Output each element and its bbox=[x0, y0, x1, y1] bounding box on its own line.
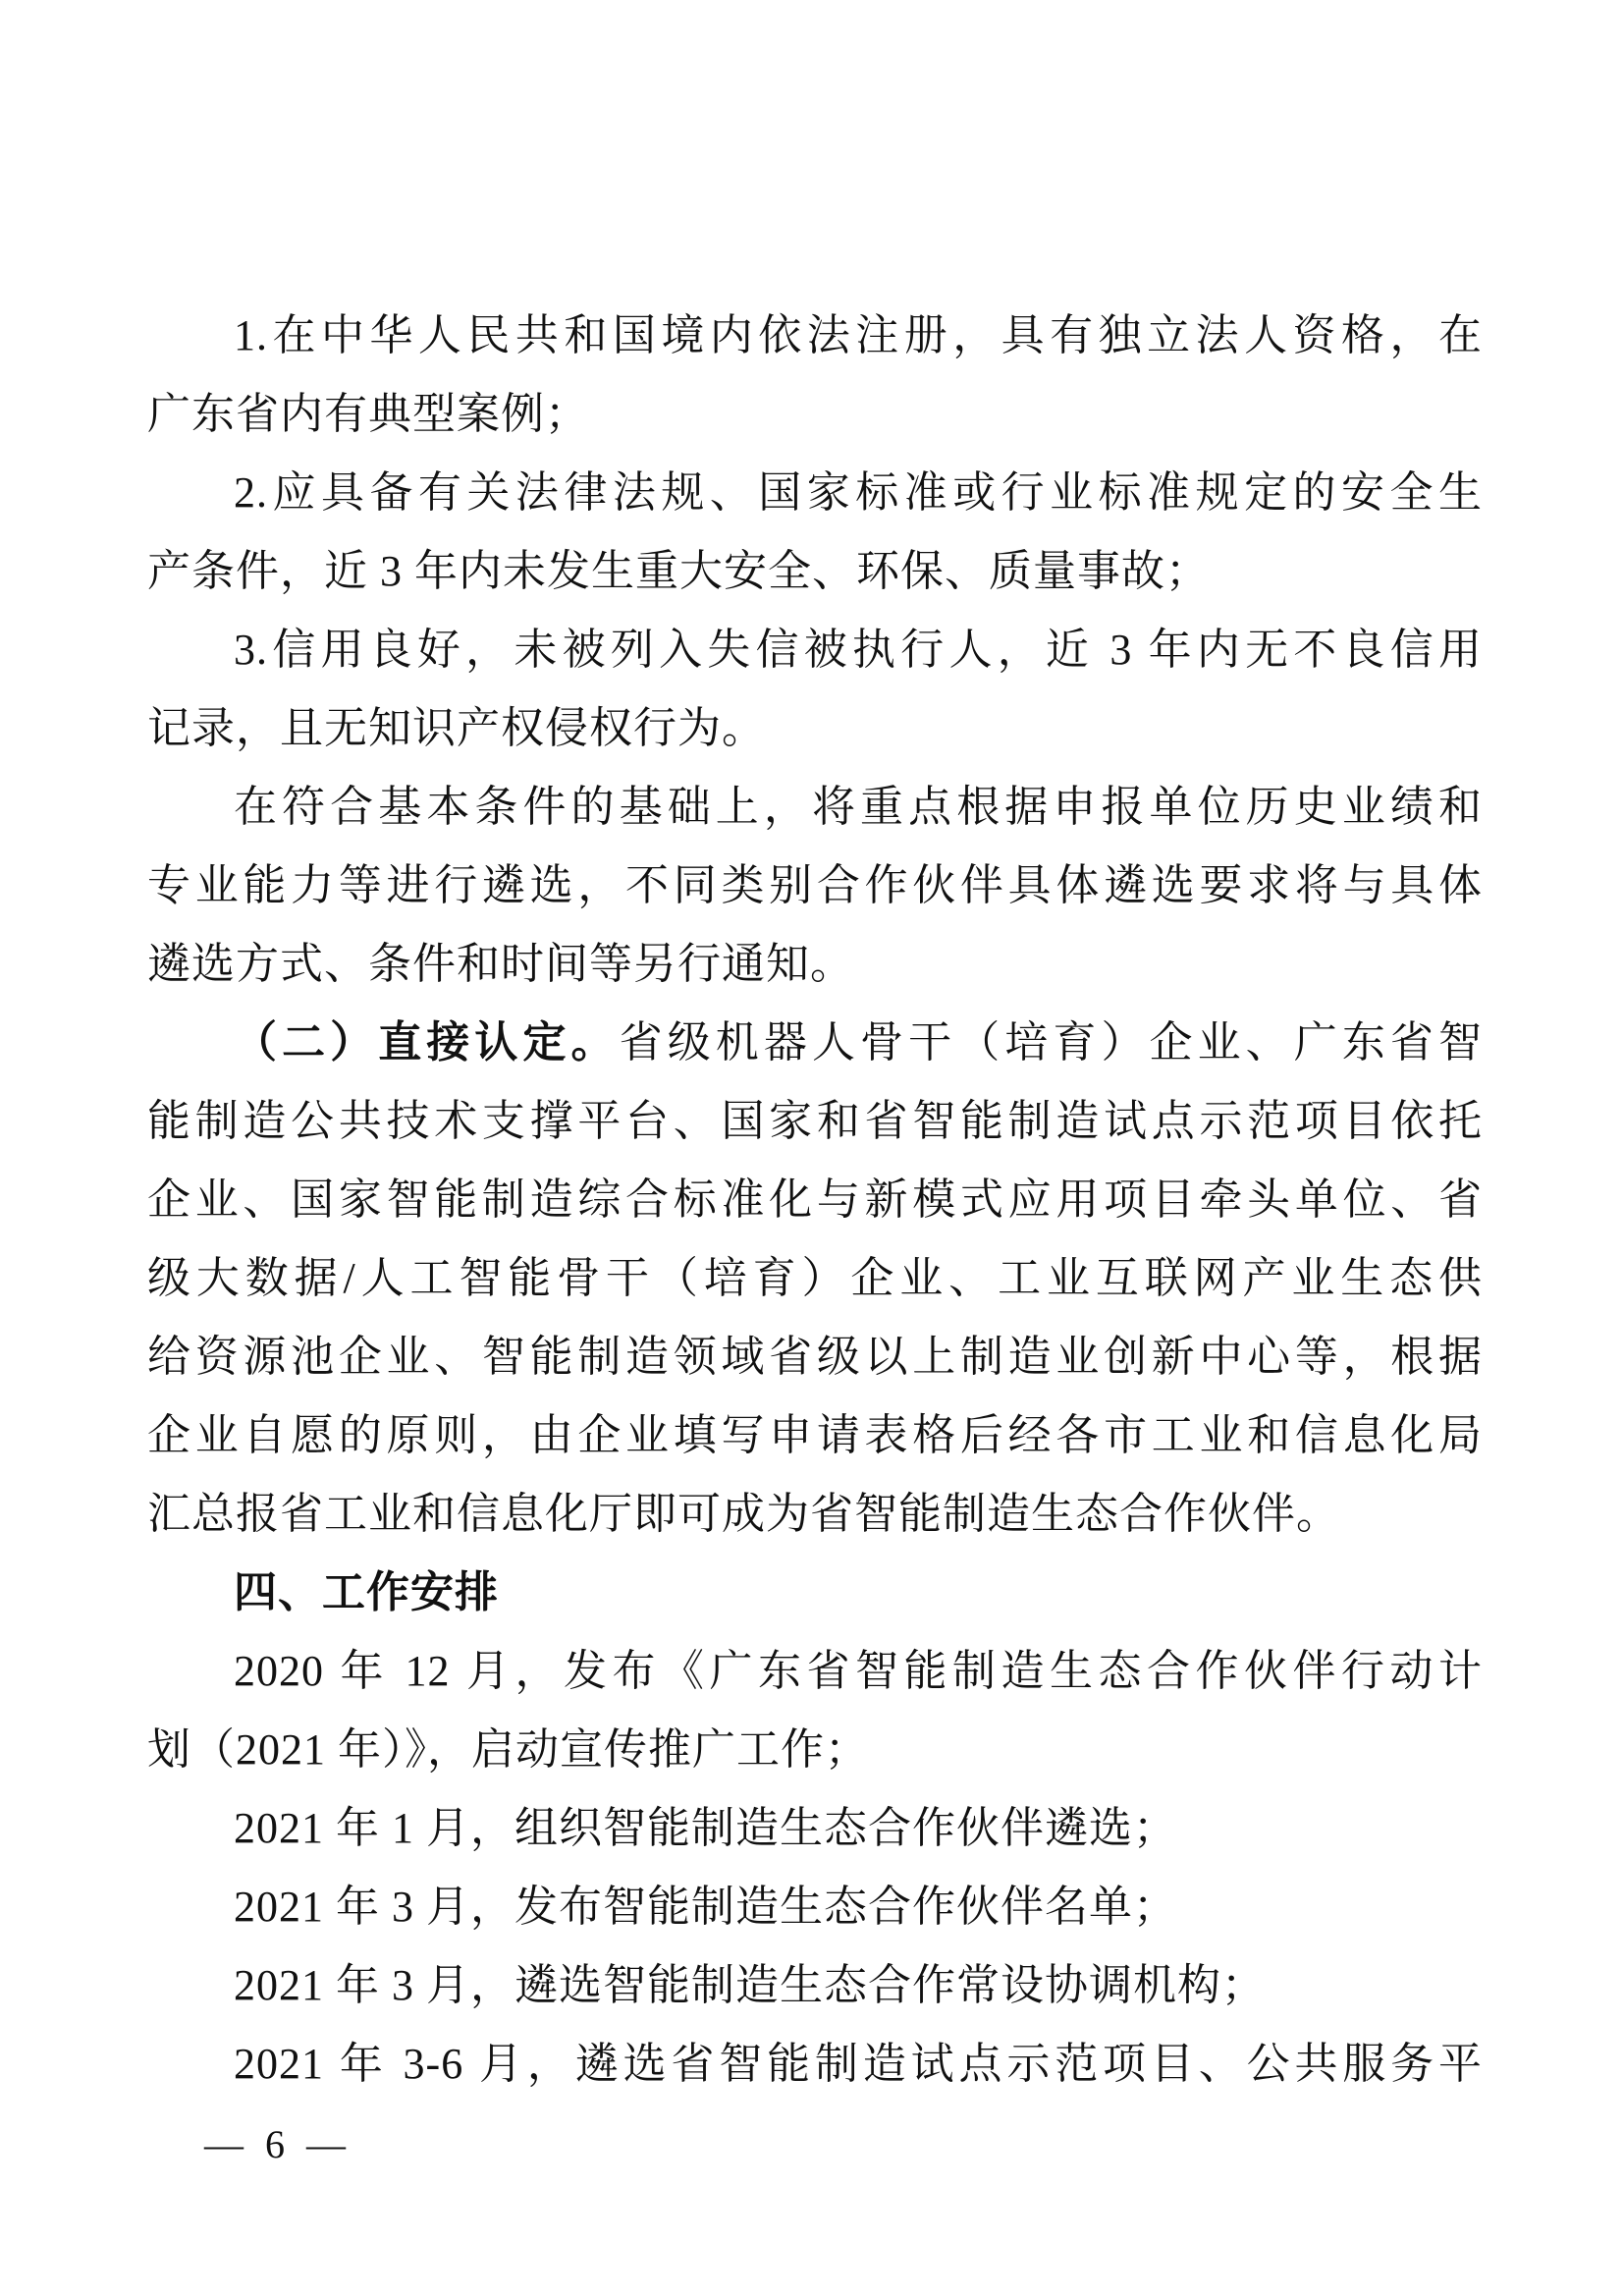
text-segment: 产条件，近 3 年内未发生重大安全、环保、质量事故； bbox=[147, 547, 1210, 595]
page-number: — 6 — bbox=[204, 2122, 352, 2166]
text-segment: 专业能力等进行遴选，不同类别合作伙伴具体遴选要求将与具体 bbox=[147, 861, 1483, 909]
text-line bbox=[147, 689, 1483, 768]
text-segment: 2021 年 3-6 月，遴选省智能制造试点示范项目、公共服务平 bbox=[234, 2040, 1483, 2088]
text-segment: 省级机器人骨干（培育）企业、广东省智 bbox=[619, 1018, 1483, 1066]
text-segment: 划（2021 年）》，启动宣传推广工作； bbox=[147, 1725, 869, 1774]
text-line bbox=[147, 1004, 1483, 1082]
text-line bbox=[147, 611, 1483, 689]
text-segment: 给资源池企业、智能制造领域省级以上制造业创新中心等，根据 bbox=[147, 1333, 1483, 1381]
text-segment: 记录，且无知识产权侵权行为。 bbox=[147, 704, 766, 752]
text-segment: 在符合基本条件的基础上，将重点根据申报单位历史业绩和 bbox=[234, 783, 1483, 831]
text-segment: 2021 年 1 月，组织智能制造生态合作伙伴遴选； bbox=[234, 1804, 1177, 1852]
text-segment: 2021 年 3 月，遴选智能制造生态合作常设协调机构； bbox=[234, 1961, 1266, 2009]
text-line bbox=[147, 532, 1483, 611]
text-segment: 2.应具备有关法律法规、国家标准或行业标准规定的安全生 bbox=[234, 468, 1483, 517]
text-segment: 级大数据/人工智能骨干（培育）企业、工业互联网产业生态供 bbox=[147, 1254, 1483, 1302]
text-line bbox=[147, 2025, 1483, 2104]
text-line bbox=[147, 297, 1483, 375]
text-segment: 广东省内有典型案例； bbox=[147, 390, 589, 438]
text-line bbox=[147, 1946, 1483, 2025]
text-line bbox=[147, 454, 1483, 532]
text-line bbox=[147, 375, 1483, 454]
text-segment: 遴选方式、条件和时间等另行通知。 bbox=[147, 940, 854, 988]
bold-text-segment: 四、工作安排 bbox=[234, 1568, 499, 1616]
text-line bbox=[147, 1396, 1483, 1475]
text-segment: 汇总报省工业和信息化厅即可成为省智能制造生态合作伙伴。 bbox=[147, 1490, 1340, 1538]
document-body bbox=[147, 297, 1483, 2104]
text-line bbox=[147, 1632, 1483, 1711]
text-line bbox=[147, 1239, 1483, 1318]
text-line bbox=[147, 1475, 1483, 1554]
text-segment: 能制造公共技术支撑平台、国家和省智能制造试点示范项目依托 bbox=[147, 1097, 1483, 1145]
text-line bbox=[147, 1082, 1483, 1161]
text-segment: 1.在中华人民共和国境内依法注册，具有独立法人资格，在 bbox=[234, 311, 1483, 359]
text-line bbox=[147, 768, 1483, 847]
text-line bbox=[147, 925, 1483, 1004]
section-heading bbox=[147, 1554, 1483, 1632]
text-line bbox=[147, 1161, 1483, 1239]
text-line bbox=[147, 1868, 1483, 1946]
bold-text-segment: （二）直接认定。 bbox=[234, 1018, 620, 1066]
text-line bbox=[147, 1789, 1483, 1868]
text-line bbox=[147, 847, 1483, 925]
text-segment: 2020 年 12 月，发布《广东省智能制造生态合作伙伴行动计 bbox=[234, 1647, 1483, 1695]
text-segment: 企业自愿的原则，由企业填写申请表格后经各市工业和信息化局 bbox=[147, 1411, 1483, 1459]
text-segment: 3.信用良好，未被列入失信被执行人，近 3 年内无不良信用 bbox=[234, 626, 1483, 674]
text-segment: 企业、国家智能制造综合标准化与新模式应用项目牵头单位、省 bbox=[147, 1175, 1483, 1224]
text-line bbox=[147, 1711, 1483, 1789]
text-line bbox=[147, 1318, 1483, 1396]
text-segment: 2021 年 3 月，发布智能制造生态合作伙伴名单； bbox=[234, 1883, 1177, 1931]
